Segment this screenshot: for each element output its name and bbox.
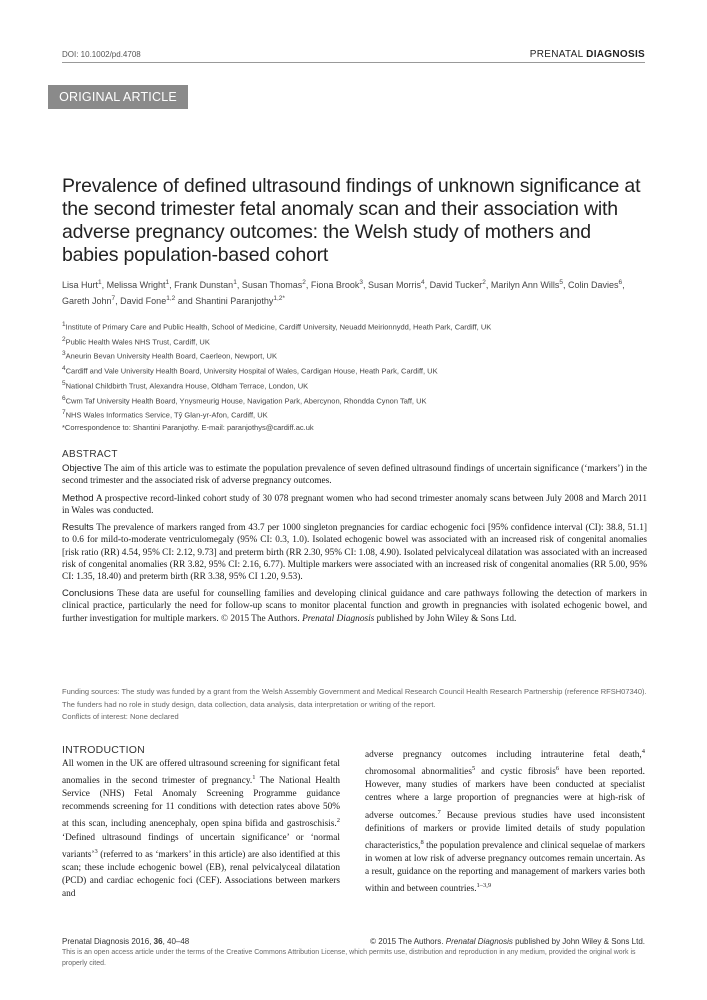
conflicts-of-interest: Conflicts of interest: None declared bbox=[62, 712, 179, 721]
author-list: Lisa Hurt$^1$, Melissa Wright$^1$, Frank Dunstan$^1$, Susan Thomas$^2$, Fiona Brook$^3$, Susan Morris$^4$, David Tucker$^2$, Marilyn Ann Wills$^5$, Colin Davies$^6$, Gareth John$^7$, David Fone$^{1,2}$ and Shantini Paranjothy$^{1,2*}$ bbox=[62, 279, 625, 306]
body-text: (referred to as ‘markers’ in this article) are also identified at this scan; these include echogenic bowel (EB), renal pelvicalyceal dilatation (PCD) and cardiac echogenic foci (CEF). Associations between markers and bbox=[62, 849, 340, 900]
author: David Fone bbox=[120, 296, 167, 306]
citation-ref[interactable]: 1 bbox=[252, 774, 256, 782]
footer-citation bbox=[62, 937, 189, 946]
body-text: Because previous studies have used inconsistent definitions of markers or provide limited details of study population characteristics, bbox=[365, 810, 645, 851]
author: David Tucker bbox=[429, 280, 483, 290]
abstract-heading: ABSTRACT bbox=[62, 449, 118, 460]
author: Lisa Hurt bbox=[62, 280, 99, 290]
author-affiliation-mark: 7 bbox=[111, 295, 116, 302]
funding-notes bbox=[62, 686, 647, 724]
affiliation-number: 4 bbox=[62, 365, 66, 373]
body-text: chromosomal abnormalities bbox=[365, 767, 473, 778]
abstract-method bbox=[62, 493, 647, 517]
body-column-left bbox=[62, 744, 340, 901]
affiliation-text: Public Health Wales NHS Trust, Cardiff, UK bbox=[65, 337, 210, 347]
citation-ref[interactable]: 5 bbox=[472, 765, 476, 773]
author: Gareth John bbox=[62, 296, 112, 306]
author: Shantini Paranjothy bbox=[195, 296, 274, 306]
body-text: The National Health Service (NHS) Fetal Anomaly Screening Programme guidance recommends screening for 11 conditions with detection rates above 50% at this scan, including anencephaly, open spina bifida and gastroschisis. bbox=[62, 776, 340, 830]
body-text: and cystic fibrosis bbox=[475, 767, 556, 778]
affiliation-text: NHS Wales Informatics Service, Tŷ Glan-yr-Afon, Cardiff, UK bbox=[65, 410, 268, 420]
author-affiliation-mark: 1,2 bbox=[166, 295, 176, 302]
method-label: Method bbox=[62, 492, 94, 504]
correspondence: *Correspondence to: Shantini Paranjothy. E-mail: paranjothys@cardiff.ac.uk bbox=[62, 422, 314, 432]
author-affiliation-mark: 1 bbox=[233, 279, 237, 286]
author-affiliation-mark: 5 bbox=[559, 279, 563, 286]
license-note: This is an open access article under the terms of the Creative Commons Attribution License, which permits use, distribution and reproduction in any medium, provided the original work is properly cited. bbox=[62, 949, 636, 967]
abstract-body bbox=[62, 463, 647, 630]
footer-pages: , 40–48 bbox=[162, 937, 190, 946]
body-column-right bbox=[365, 744, 645, 896]
affiliation bbox=[62, 363, 647, 378]
results-text: The prevalence of markers ranged from 43.7 per 1000 singleton pregnancies for cardiac echogenic foci [95% confidence interval (CI): 38.8, 51.1] to 0.6 for mild-to-moderate ventriculomegaly (95% CI: 0.3, 1.0). Isolated echogenic bowel was associated with an increased risk of congenital anomalies [risk ratio (RR) 4.54, 95% CI: 2.12, 9.73] and preterm birth (RR 2.30, 95% CI: 1.08, 4.90). Isolated pelvicalyceal dilatation was associated with an increased risk of congenital anomalies (RR 3.82, 95% CI: 2.16, 6.77). Multiple markers were associated with an increased risk of congenital anomalies (RR 5.00, 95% CI: 1.35, 18.40) and preterm birth (RR 3.38, 95% CI 1.20, 9.53). bbox=[62, 523, 647, 582]
citation-ref[interactable]: 2 bbox=[336, 817, 340, 825]
affiliation bbox=[62, 334, 647, 349]
author: Susan Thomas bbox=[241, 280, 303, 290]
header-rule bbox=[62, 62, 645, 63]
author-affiliation-mark: 2 bbox=[482, 279, 486, 286]
author-affiliation-mark: 1 bbox=[98, 279, 102, 286]
author: Fiona Brook bbox=[310, 280, 360, 290]
affiliation bbox=[62, 393, 647, 408]
abstract-copyright-journal: Prenatal Diagnosis bbox=[302, 613, 375, 624]
affiliation-number: 6 bbox=[62, 394, 66, 402]
author-affiliation-mark: 2 bbox=[302, 279, 306, 286]
affiliation bbox=[62, 319, 647, 334]
body-text: the population prevalence and clinical sequelae of markers in women at low risk of adverse pregnancy outcomes remain uncertain. As a result, guidance on the reporting and management of markers varies both within and between countries. bbox=[365, 840, 645, 895]
introduction-paragraph-right bbox=[365, 745, 645, 896]
affiliation-text: Cwm Taf University Health Board, Ynysmeurig House, Navigation Park, Abercynon, Rhondda Cynon Taff, UK bbox=[65, 396, 427, 406]
footer-copyright bbox=[370, 937, 645, 946]
introduction-paragraph-left bbox=[62, 758, 340, 901]
affiliation-text: Aneurin Bevan University Health Board, Caerleon, Newport, UK bbox=[65, 351, 277, 361]
footer-year: 2016, bbox=[131, 937, 152, 946]
citation-ref[interactable]: 6 bbox=[555, 765, 560, 773]
conclusions-label: Conclusions bbox=[62, 588, 114, 600]
author-affiliation-mark: 6 bbox=[618, 279, 623, 286]
author: Colin Davies bbox=[568, 280, 619, 290]
abstract-objective bbox=[62, 463, 647, 487]
author-affiliation-mark: 1 bbox=[165, 279, 170, 286]
body-text: adverse pregnancy outcomes including intrauterine fetal death, bbox=[365, 750, 642, 761]
abstract-copyright-publisher: published by John Wiley & Sons Ltd. bbox=[376, 613, 517, 624]
funding-sources: Funding sources: The study was funded by a grant from the Welsh Assembly Government and Medical Research Council Health Research Partnership (reference RFSH07340). The funders had no role in study design, data collection, data analysis, data interpretation or writing of the report. bbox=[62, 687, 647, 709]
author: Frank Dunstan bbox=[174, 280, 234, 290]
journal-name-light: PRENATAL bbox=[529, 49, 584, 60]
body-text: ‘Defined ultrasound findings of uncertain significance’ or ‘normal variants’ bbox=[62, 832, 340, 860]
citation-ref[interactable]: 1–3,9 bbox=[476, 882, 492, 890]
conclusions-text: These data are useful for counselling families and developing clinical guidance and care pathways following the detection of markers in clinical practice, particularly the need for follow-up scans to monitor placental function and growth in pregnancies with isolated echogenic bowel, and further investigation for multiple markers. bbox=[62, 589, 648, 624]
objective-label: Objective bbox=[62, 463, 102, 474]
affiliation-text: Institute of Primary Care and Public Health, School of Medicine, Cardiff University, Neuadd Meirionnydd, Heath Park, Cardiff, UK bbox=[65, 322, 492, 332]
citation-ref[interactable]: 7 bbox=[437, 808, 441, 816]
article-type-badge: ORIGINAL ARTICLE bbox=[48, 85, 188, 109]
affiliation-number: 1 bbox=[62, 321, 66, 328]
author-affiliation-mark: 1,2* bbox=[273, 295, 285, 302]
affiliation-number: 5 bbox=[62, 379, 66, 387]
affiliation bbox=[62, 407, 647, 422]
author: Marilyn Ann Wills bbox=[490, 280, 560, 290]
abstract-conclusions bbox=[62, 588, 647, 624]
affiliation-text: National Childbirth Trust, Alexandra House, Oldham Terrace, London, UK bbox=[65, 381, 309, 391]
affiliation bbox=[62, 348, 647, 363]
author-affiliation-mark: 4 bbox=[421, 279, 425, 286]
method-text: A prospective record-linked cohort study of 30 078 pregnant women who had second trimester anomaly scans between July 2008 and March 2011 in Wales was conducted. bbox=[62, 493, 647, 516]
citation-ref[interactable]: 4 bbox=[641, 748, 645, 755]
introduction-heading: INTRODUCTION bbox=[62, 744, 145, 756]
affiliation-number: 7 bbox=[62, 409, 66, 417]
article-title: Prevalence of defined ultrasound findings of unknown significance at the second trimester fetal anomaly scan and their association with adverse pregnancy outcomes: the Welsh study of mothers and babies population-based cohort bbox=[62, 175, 641, 266]
journal-name-bold: DIAGNOSIS bbox=[586, 49, 645, 60]
footer-volume: 36 bbox=[153, 937, 163, 946]
body-text: All women in the UK are offered ultrasound screening for significant fetal anomalies in the second trimester of pregnancy. bbox=[62, 759, 340, 787]
affiliation-number: 3 bbox=[62, 350, 66, 358]
citation-ref[interactable]: 3 bbox=[94, 847, 98, 855]
author: Susan Morris bbox=[368, 280, 422, 290]
citation-ref[interactable]: 8 bbox=[420, 838, 424, 846]
footer-copyright-journal: Prenatal Diagnosis bbox=[445, 937, 513, 946]
body-text: have been reported. However, many studies of markers have been conducted at specialist centres where a large proportion of pregnancies were at high-risk of adverse outcomes. bbox=[365, 767, 645, 821]
abstract-copyright: © 2015 The Authors. bbox=[221, 613, 300, 624]
journal-name bbox=[530, 49, 645, 60]
affiliation-number: 2 bbox=[62, 335, 66, 343]
footer-copyright-publisher: published by John Wiley & Sons Ltd. bbox=[515, 937, 645, 946]
affiliations bbox=[62, 319, 647, 434]
abstract-results bbox=[62, 522, 647, 582]
affiliation-text: Cardiff and Vale University Health Board, University Hospital of Wales, Cardigan House, Heath Park, Cardiff, UK bbox=[65, 366, 438, 376]
objective-text: The aim of this article was to estimate the population prevalence of seven defined ultrasound findings of uncertain significance (‘markers’) in the second trimester and the associated risk of adverse pregnancy outcomes. bbox=[62, 464, 648, 487]
footer-copyright-text: © 2015 The Authors. bbox=[370, 937, 444, 946]
affiliation bbox=[62, 378, 647, 393]
doi: DOI: 10.1002/pd.4708 bbox=[62, 50, 141, 59]
author-affiliation-mark: 3 bbox=[359, 279, 363, 286]
author: Melissa Wright bbox=[106, 280, 166, 290]
results-label: Results bbox=[62, 522, 94, 534]
footer-journal: Prenatal Diagnosis bbox=[62, 937, 130, 946]
